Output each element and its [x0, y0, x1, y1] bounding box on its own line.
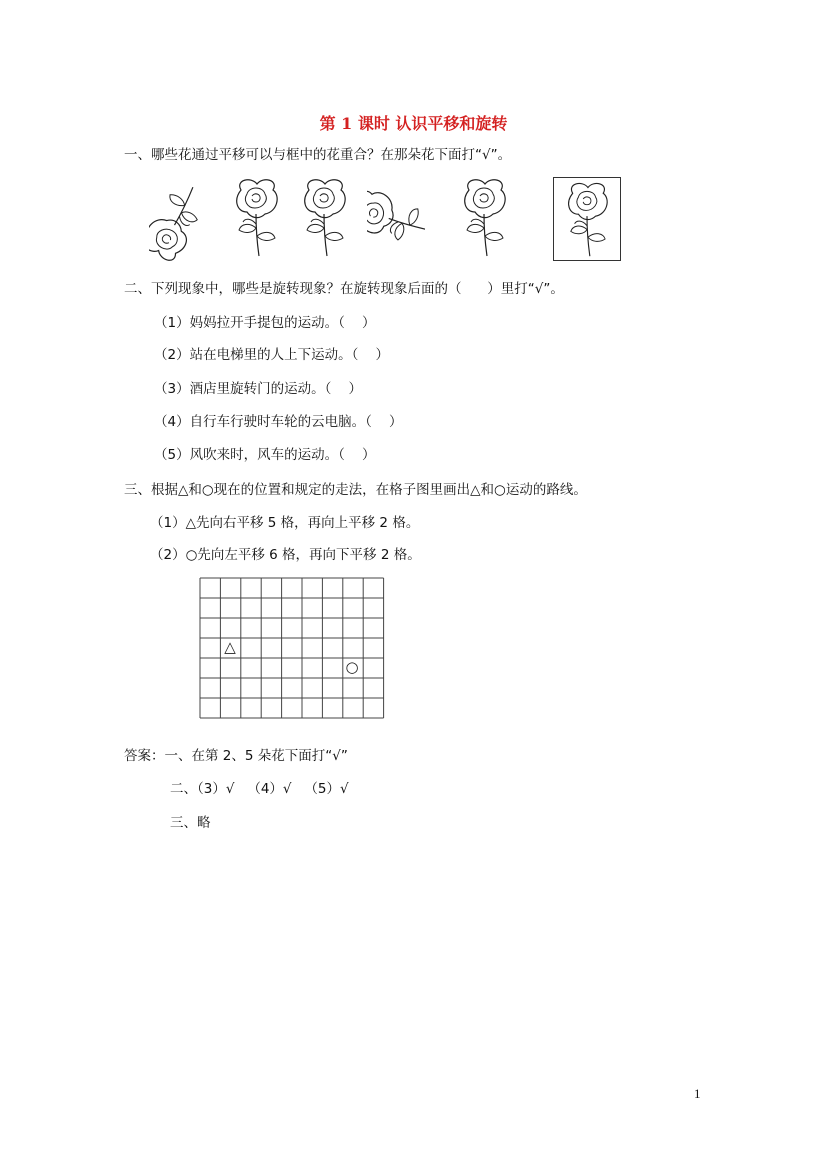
list-item: （2）○先向左平移 6 格，再向下平移 2 格。 [150, 547, 421, 563]
list-item: （4）自行车行驶时车轮的云电脑。（ ） [154, 414, 403, 430]
page-number: 1 [694, 1086, 701, 1101]
grid-diagram[interactable] [199, 577, 385, 719]
circle-marker: ○ [345, 658, 359, 676]
rose-icon [554, 178, 620, 260]
reference-frame [553, 177, 621, 261]
question-2: 二、下列现象中，哪些是旋转现象？在旋转现象后面的（ ）里打“√”。 [124, 281, 564, 297]
page-title: 第 1 课时 认识平移和旋转 [319, 114, 508, 133]
list-item: （2）站在电梯里的人上下运动。（ ） [154, 347, 390, 363]
triangle-marker: △ [224, 638, 236, 656]
question-1: 一、哪些花通过平移可以与框中的花重合？在那朵花下面打“√”。 [124, 147, 512, 163]
answer-line: 三、略 [170, 815, 211, 831]
answer-line: 二、（3）√ （4）√ （5）√ [170, 781, 349, 797]
question-3: 三、根据△和○现在的位置和规定的走法，在格子图里画出△和○运动的路线。 [124, 482, 587, 498]
list-item: （1）△先向右平移 5 格，再向上平移 2 格。 [150, 515, 420, 531]
answer-line: 答案：一、在第 2、5 朵花下面打“√” [124, 748, 348, 764]
rose-icon [367, 176, 425, 262]
list-item: （3）酒店里旋转门的运动。（ ） [154, 381, 363, 397]
rose-icon [455, 176, 513, 262]
rose-icon [227, 176, 285, 262]
list-item: （5）风吹来时，风车的运动。（ ） [154, 447, 376, 463]
list-item: （1）妈妈拉开手提包的运动。（ ） [154, 315, 376, 331]
rose-icon [295, 176, 353, 262]
rose-icon [149, 176, 207, 262]
